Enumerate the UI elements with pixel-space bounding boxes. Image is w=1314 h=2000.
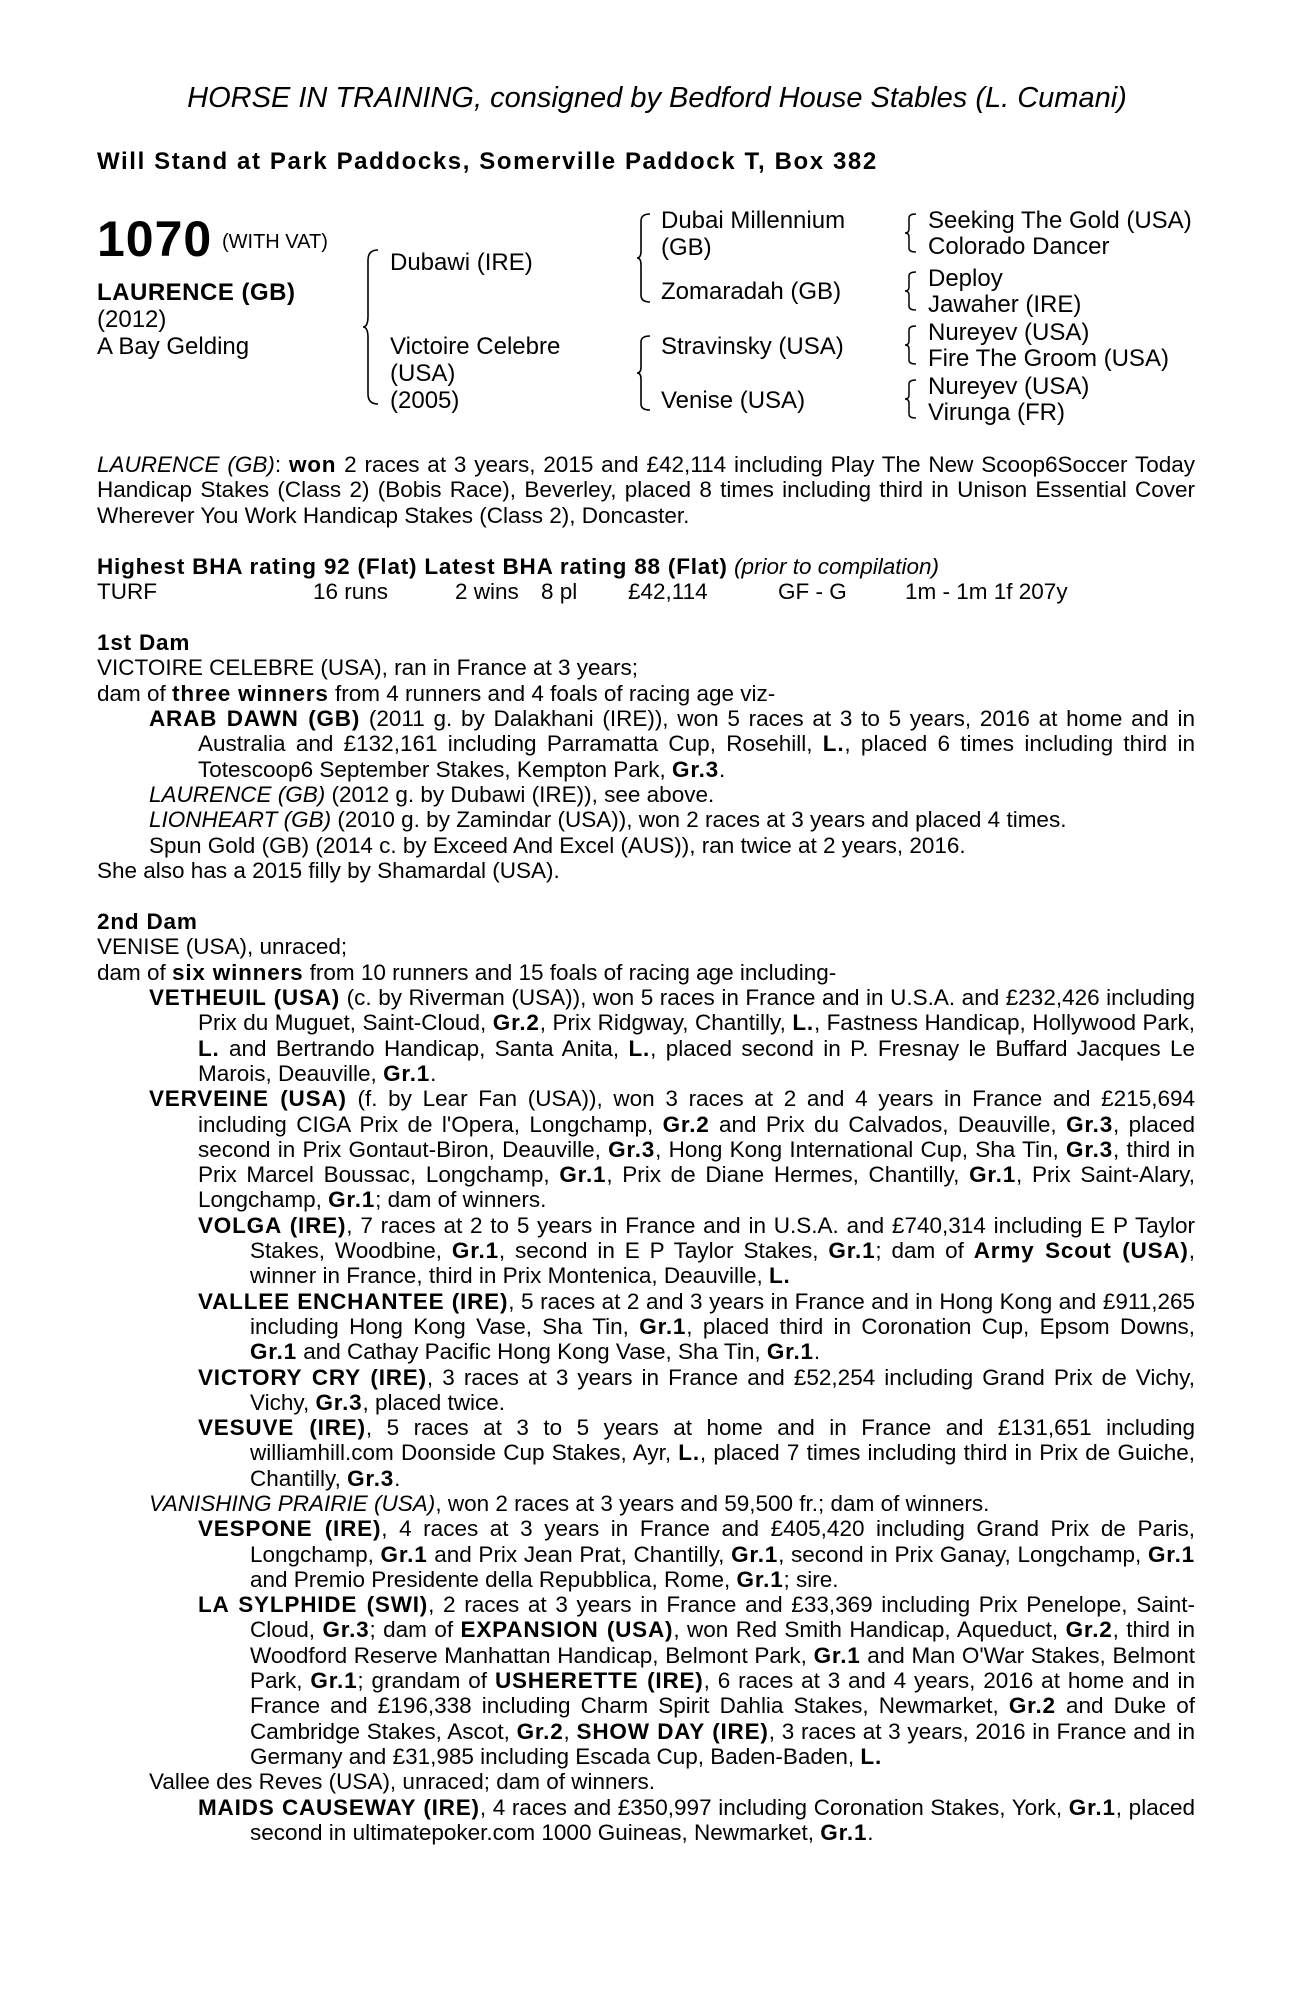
grade: Gr.1: [1148, 1541, 1195, 1567]
pedigree-g3-ancestor: Jawaher (IRE): [928, 291, 1082, 318]
grade: L.: [768, 1263, 791, 1289]
text: and Cathay Pacific Hong Kong Vase, Sha Tin,: [296, 1339, 767, 1365]
text: (2010 g. by Zamindar (USA)), won 2 races at 3 years and placed 4 times.: [331, 807, 1067, 833]
pedigree-dam-line: Victoire Celebre: [390, 333, 561, 360]
text: and Prix Jean Prat, Chantilly,: [427, 1541, 732, 1567]
text: (2011 g. by Dalakhani (IRE)), won 5 races at 3 to 5 years, 2016 at home and in Australia and £132,161 including Parramatta Cup, Rosehill,: [198, 706, 1195, 757]
text: , placed third in Coronation Cup, Epsom Downs,: [686, 1313, 1196, 1339]
text: from 4 runners and 4 foals of racing age viz-: [328, 680, 776, 706]
produce-entry: [198, 1516, 1195, 1592]
text: .: [867, 1819, 874, 1845]
pedigree-g3-ancestor: Virunga (FR): [928, 399, 1065, 426]
text: ; dam of: [369, 1617, 461, 1643]
text: , 2 races at 3 years in France and £33,369 including Prix Penelope, Saint-Cloud,: [250, 1592, 1196, 1643]
text: ; dam of: [875, 1238, 974, 1264]
grade: Gr.1: [559, 1162, 607, 1188]
text: , Fastness Handicap, Hollywood Park,: [813, 1010, 1195, 1036]
grade: Gr.3: [672, 756, 719, 782]
grade: L.: [678, 1440, 700, 1466]
text: , third in Woodford Reserve Manhattan Handicap, Belmont Park,: [250, 1617, 1195, 1668]
text: , 5 races at 2 and 3 years in France and in Hong Kong and £911,265 including Hong Kong Vase, Sha Tin,: [250, 1288, 1195, 1339]
pedigree-dam-dam: Venise (USA): [661, 387, 806, 414]
grade: Gr.1: [639, 1313, 687, 1339]
text: from 10 runners and 15 foals of racing age including-: [303, 959, 837, 985]
pedigree-brace-g3-4: [904, 378, 918, 420]
text: , placed 7 times including third in Prix de Guiche, Chantilly,: [250, 1440, 1196, 1491]
produce-entry: [198, 1592, 1195, 1769]
text: , Prix Ridgway, Chantilly,: [539, 1010, 793, 1036]
catalogue-body: [97, 452, 1195, 1845]
produce-entry: [149, 807, 1195, 832]
horse-ref: USHERETTE (IRE): [494, 1668, 704, 1694]
produce-entry: Vallee des Reves (USA), unraced; dam of winners.: [149, 1769, 656, 1795]
grade: Gr.3: [315, 1389, 363, 1415]
horse-ref: MAIDS CAUSEWAY (IRE): [198, 1794, 480, 1820]
rating-line: [97, 554, 1195, 579]
text: (f. by Lear Fan (USA)), won 3 races at 2 and 4 years in France and £215,694 including CIGA Prix de l'Opera, Longchamp,: [198, 1086, 1195, 1137]
pedigree-g3-ancestor: Fire The Groom (USA): [928, 345, 1169, 372]
pedigree-dam-sire: Stravinsky (USA): [661, 333, 844, 360]
pedigree-dam: [390, 333, 560, 414]
text: .: [394, 1465, 401, 1491]
winner-count: three winners: [172, 680, 329, 706]
pedigree-g3-ancestor: Colorado Dancer: [928, 233, 1110, 260]
text: dam of: [97, 959, 173, 985]
grade: Gr.1: [969, 1162, 1017, 1188]
horse-ref: LA SYLPHIDE (SWI): [198, 1592, 429, 1618]
pedigree-g3-ancestor: Nureyev (USA): [928, 319, 1090, 346]
summary-text: 2 races at 3 years, 2015 and £42,114 including Play The New Scoop6Soccer Today Handicap Stakes (Class 2) (Bobis Race), Beverley, placed 8 times including third in Unison Essential Cover Wherever You Work Handicap Stakes (Class 2), Doncaster.: [97, 452, 1195, 528]
grade: Gr.3: [1066, 1111, 1114, 1137]
grade: L.: [792, 1010, 814, 1036]
turf-stats-row: [97, 579, 1195, 604]
pedigree-brace-g3-2: [904, 270, 918, 312]
text: , Prix de Diane Hermes, Chantilly,: [606, 1162, 970, 1188]
text: .: [813, 1339, 821, 1365]
text: , placed twice.: [362, 1389, 506, 1415]
text: , winner in France, third in Prix Montenica, Deauville,: [250, 1238, 1195, 1289]
produce-entry: [149, 782, 1195, 807]
pedigree-sire-sire-line: Dubai Millennium: [661, 207, 846, 234]
stat-wins: 2 wins: [455, 579, 519, 605]
text: ; grandam of: [357, 1668, 495, 1694]
produce-entry: [149, 1491, 1195, 1516]
produce-entry: [149, 1086, 1195, 1212]
summary-horse-name: LAURENCE (GB): [97, 452, 275, 477]
grade: Gr.1: [736, 1566, 784, 1592]
produce-entry: [198, 1365, 1195, 1416]
text: , placed second in Prix Gontaut-Biron, Deauville,: [198, 1111, 1195, 1162]
horse-ref: LAURENCE (GB): [149, 781, 326, 807]
pedigree-brace-g3-1: [904, 212, 918, 254]
pedigree-sire-sire: [661, 207, 845, 261]
summary-colon: :: [274, 452, 282, 477]
pedigree-sire: Dubawi (IRE): [390, 249, 533, 276]
dam-line: VENISE (USA), unraced;: [97, 934, 348, 960]
text: and Premio Presidente della Repubblica, Rome,: [250, 1566, 737, 1592]
summary-won: won: [288, 452, 337, 477]
grade: Gr.3: [322, 1617, 370, 1643]
grade: Gr.1: [380, 1541, 428, 1567]
pedigree-brace-g3-3: [904, 324, 918, 366]
rating-note: (prior to compilation): [733, 553, 940, 579]
race-summary: [97, 452, 1195, 528]
text: , won Red Smith Handicap, Aqueduct,: [673, 1617, 1066, 1643]
pedigree-dam-line: (USA): [390, 360, 456, 387]
grade: L.: [198, 1035, 220, 1061]
grade: Gr.1: [328, 1187, 376, 1213]
pedigree-brace-dam: [636, 334, 652, 412]
grade: Gr.2: [492, 1010, 540, 1036]
grade: Gr.3: [1066, 1136, 1113, 1162]
stat-runs: 16 runs: [313, 579, 389, 605]
text: ,: [563, 1718, 577, 1744]
pedigree-g3-ancestor: Seeking The Gold (USA): [928, 207, 1192, 234]
grade: Gr.1: [813, 1642, 861, 1668]
text: and Man O'War Stakes, Belmont Park,: [250, 1642, 1195, 1694]
horse-ref: VANISHING PRAIRIE (USA): [149, 1490, 436, 1516]
text: .: [430, 1060, 437, 1086]
grade: Gr.1: [250, 1339, 297, 1365]
grade: Gr.1: [731, 1541, 779, 1567]
text: ; sire.: [783, 1566, 839, 1592]
pedigree-brace-sire: [636, 212, 652, 304]
lot-number: 1070: [97, 211, 213, 267]
horse-description: A Bay Gelding: [97, 333, 250, 360]
text: , second in E P Taylor Stakes,: [498, 1238, 829, 1264]
section-heading: [97, 630, 1195, 655]
dam-line: VICTOIRE CELEBRE (USA), ran in France at 3 years;: [97, 655, 639, 681]
grade: Gr.2: [662, 1111, 710, 1137]
text: , placed 6 times including third in Totescoop6 September Stakes, Kempton Park,: [198, 731, 1195, 782]
grade: Gr.1: [310, 1668, 358, 1694]
horse-ref: ARAB DAWN (GB): [149, 706, 361, 732]
produce-entry: [198, 1289, 1195, 1365]
text: , 6 races at 3 and 4 years, 2016 at home and in France and £196,338 including Charm Spirit Dahlia Stakes, Newmarket,: [250, 1668, 1195, 1719]
text: and Prix du Calvados, Deauville,: [709, 1111, 1067, 1137]
grade: Gr.1: [451, 1238, 499, 1264]
grade: Gr.1: [820, 1819, 868, 1845]
produce-entry: [198, 1795, 1195, 1846]
heading-text: 1st Dam: [97, 630, 191, 656]
horse-ref: VESPONE (IRE): [198, 1516, 382, 1542]
produce-entry: [149, 706, 1195, 782]
stand-location: Will Stand at Park Paddocks, Somerville Paddock T, Box 382: [97, 148, 878, 175]
text: , 5 races at 3 to 5 years at home and in France and £131,651 including williamhill.com Doonside Cup Stakes, Ayr,: [250, 1415, 1195, 1466]
horse-ref: Army Scout (USA): [973, 1238, 1189, 1264]
text: , 4 races at 3 years in France and £405,420 including Grand Prix de Paris, Longchamp,: [250, 1516, 1195, 1567]
text: , second in Prix Ganay, Longchamp,: [778, 1541, 1148, 1567]
pedigree-g3-ancestor: Deploy: [928, 265, 1003, 292]
pedigree-brace-main: [362, 248, 380, 406]
horse-ref: VICTORY CRY (IRE): [198, 1364, 427, 1390]
text: and Duke of Cambridge Stakes, Ascot,: [250, 1693, 1195, 1744]
dam-produce-line: [97, 960, 1195, 985]
stat-placed: 8 pl: [541, 579, 578, 605]
grade: Gr.1: [383, 1060, 431, 1086]
produce-entry: [149, 985, 1195, 1086]
section-heading: [97, 909, 1195, 934]
horse-ref: VALLEE ENCHANTEE (IRE): [198, 1288, 509, 1314]
produce-entry: Spun Gold (GB) (2014 c. by Exceed And Excel (AUS)), ran twice at 2 years, 2016.: [149, 832, 966, 858]
horse-ref: SHOW DAY (IRE): [576, 1718, 769, 1744]
produce-entry: [198, 1415, 1195, 1491]
grade: Gr.1: [766, 1339, 814, 1365]
horse-name: LAURENCE (GB): [97, 279, 296, 306]
horse-ref: VERVEINE (USA): [149, 1086, 347, 1112]
grade: L.: [822, 731, 845, 757]
horse-year: (2012): [97, 306, 167, 333]
text: , Prix Saint-Alary, Longchamp,: [198, 1162, 1196, 1213]
text: , 7 races at 2 to 5 years in France and in U.S.A. and £740,314 including E P Taylor Stakes, Woodbine,: [250, 1212, 1195, 1264]
horse-ref: LIONHEART (GB): [149, 807, 332, 833]
pedigree-dam-line: (2005): [390, 387, 460, 414]
winner-count: six winners: [172, 959, 304, 985]
text: , placed second in P. Fresnay le Buffard Jacques Le Marois, Deauville,: [198, 1035, 1195, 1086]
rating-section: [97, 554, 1195, 604]
pedigree-sire-dam: Zomaradah (GB): [661, 278, 842, 305]
grade: Gr.2: [516, 1718, 564, 1744]
pedigree-sire-sire-line: (GB): [661, 234, 712, 261]
text: , third in Prix Marcel Boussac, Longchamp,: [198, 1136, 1196, 1188]
horse-ref: VETHEUIL (USA): [149, 985, 341, 1011]
grade: L.: [628, 1035, 651, 1061]
grade: Gr.1: [1068, 1794, 1116, 1820]
text: and Bertrando Handicap, Santa Anita,: [219, 1035, 629, 1061]
text: , 4 races and £350,997 including Coronation Stakes, York,: [479, 1794, 1069, 1820]
grade: Gr.3: [347, 1465, 395, 1491]
first-dam-section: [97, 630, 1195, 883]
horse-ref: VESUVE (IRE): [198, 1415, 366, 1441]
grade: Gr.2: [1008, 1693, 1056, 1719]
text: , Hong Kong International Cup, Sha Tin,: [655, 1136, 1067, 1162]
pedigree-g3-ancestor: Nureyev (USA): [928, 373, 1090, 400]
text: , 3 races at 3 years, 2016 in France and in Germany and £31,985 including Escada Cup, Baden-Baden,: [250, 1718, 1195, 1769]
text: , won 2 races at 3 years and 59,500 fr.; dam of winners.: [435, 1490, 990, 1516]
stat-earnings: £42,114: [628, 579, 708, 605]
stat-distance: 1m - 1m 1f 207y: [905, 579, 1068, 605]
grade: Gr.3: [608, 1136, 656, 1162]
heading-text: 2nd Dam: [97, 909, 198, 935]
grade: Gr.2: [1065, 1617, 1113, 1643]
text: , placed second in ultimatepoker.com 1000 Guineas, Newmarket,: [250, 1794, 1195, 1845]
grade: L.: [860, 1743, 883, 1769]
text: ; dam of winners.: [375, 1187, 547, 1213]
text: (c. by Riverman (USA)), won 5 races in France and in U.S.A. and £232,426 including Prix du Muguet, Saint-Cloud,: [198, 985, 1195, 1036]
text: .: [719, 756, 726, 782]
produce-entry: [198, 1213, 1195, 1289]
dam-produce-line: [97, 681, 1195, 706]
consignor-header: HORSE IN TRAINING, consigned by Bedford House Stables (L. Cumani): [187, 82, 1127, 114]
rating-bold: Highest BHA rating 92 (Flat) Latest BHA rating 88 (Flat): [97, 553, 728, 579]
produce-note: She also has a 2015 filly by Shamardal (USA).: [97, 857, 560, 883]
text: , 3 races at 3 years in France and £52,254 including Grand Prix de Vichy, Vichy,: [250, 1364, 1195, 1415]
text: dam of: [97, 680, 173, 706]
stat-surface: TURF: [97, 579, 157, 605]
horse-ref: VOLGA (IRE): [198, 1212, 347, 1238]
grade: Gr.1: [828, 1238, 876, 1264]
text: (2012 g. by Dubawi (IRE)), see above.: [325, 781, 715, 807]
stat-going: GF - G: [778, 579, 847, 605]
second-dam-section: [97, 909, 1195, 1845]
horse-ref: EXPANSION (USA): [460, 1617, 674, 1643]
lot-vat-note: (WITH VAT): [222, 231, 328, 253]
